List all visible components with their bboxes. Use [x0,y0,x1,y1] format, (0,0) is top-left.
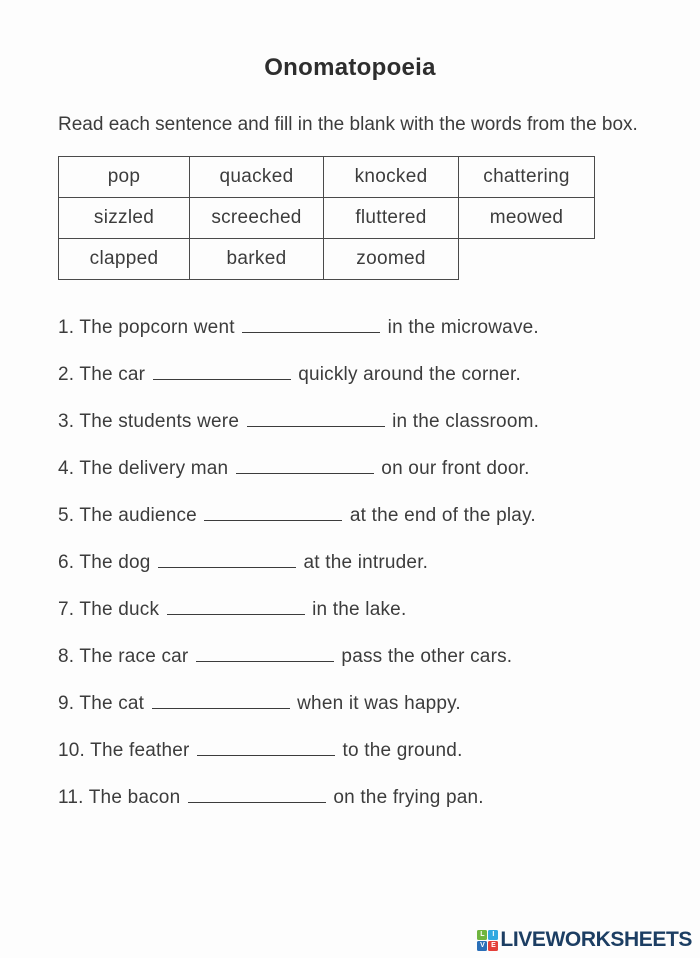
sentence-item [58,553,700,573]
sentence-number: 7. [58,598,75,620]
sentence-text-before: The dog [79,551,151,573]
word-box-cell: barked [190,238,324,279]
sentence-item [58,600,700,620]
answer-blank[interactable] [196,648,334,662]
word-box-row [59,156,595,197]
logo-tile-l: L [477,930,487,940]
sentence-text-before: The duck [79,598,160,620]
sentence-number: 2. [58,363,75,385]
answer-blank[interactable] [247,413,385,427]
answer-blank[interactable] [153,366,291,380]
sentence-text-after: in the lake. [312,598,407,620]
sentence-item [58,694,700,714]
sentence-number: 5. [58,504,75,526]
sentence-text-after: in the classroom. [392,410,540,432]
sentence-number: 1. [58,316,75,338]
word-box-row [59,197,595,238]
word-box-cell: chattering [459,156,595,197]
answer-blank[interactable] [152,695,290,709]
sentence-number: 11. [58,786,84,808]
sentence-text-after: on our front door. [381,457,530,479]
sentence-number: 4. [58,457,75,479]
word-box-cell: knocked [324,156,459,197]
sentence-text-after: at the intruder. [303,551,429,573]
sentence-text-after: at the end of the play. [349,504,536,526]
sentence-item [58,459,700,479]
sentence-text-after: quickly around the corner. [298,363,521,385]
sentence-item [58,412,700,432]
sentence-number: 9. [58,692,75,714]
word-box-cell: screeched [190,197,324,238]
sentence-number: 8. [58,645,75,667]
sentence-text-before: The feather [90,739,190,761]
word-box-cell: fluttered [324,197,459,238]
sentence-text-after: in the microwave. [387,316,539,338]
sentence-text-before: The race car [79,645,189,667]
logo-tile-e: E [488,941,498,951]
page-title: Onomatopoeia [264,54,436,81]
sentence-number: 3. [58,410,75,432]
word-box-cell: clapped [59,238,190,279]
sentence-text-after: to the ground. [342,739,463,761]
sentence-text-before: The bacon [88,786,181,808]
sentence-number: 10. [58,739,86,761]
word-box-table [58,156,595,280]
answer-blank[interactable] [236,460,374,474]
answer-blank[interactable] [197,742,335,756]
answer-blank[interactable] [167,601,305,615]
logo-wordmark: LIVEWORKSHEETS [500,928,692,951]
sentence-text-before: The students were [79,410,240,432]
sentence-text-before: The audience [79,504,197,526]
word-box-cell: pop [59,156,190,197]
liveworksheets-logo-icon [477,930,498,951]
answer-blank[interactable] [242,319,380,333]
word-box-cell: quacked [190,156,324,197]
liveworksheets-logo[interactable] [477,928,692,952]
worksheet-page [0,54,700,958]
sentence-item [58,365,700,385]
sentence-item [58,506,700,526]
sentence-list [58,318,700,808]
sentence-text-after: pass the other cars. [341,645,513,667]
word-box-cell: zoomed [324,238,459,279]
sentence-text-after: on the frying pan. [333,786,484,808]
sentence-text-before: The popcorn went [79,316,235,338]
logo-tile-v: V [477,941,487,951]
word-box-row [59,238,595,279]
sentence-item [58,647,700,667]
instructions-text: Read each sentence and fill in the blank with the words from the box. [58,114,638,135]
sentence-text-after: when it was happy. [297,692,461,714]
sentence-text-before: The delivery man [79,457,229,479]
answer-blank[interactable] [204,507,342,521]
sentence-text-before: The car [79,363,146,385]
sentence-text-before: The cat [79,692,145,714]
word-box-cell: meowed [459,197,595,238]
sentence-item [58,788,700,808]
answer-blank[interactable] [188,789,326,803]
sentence-item [58,318,700,338]
sentence-number: 6. [58,551,75,573]
logo-tile-i: I [488,930,498,940]
sentence-item [58,741,700,761]
answer-blank[interactable] [158,554,296,568]
word-box-cell: sizzled [59,197,190,238]
